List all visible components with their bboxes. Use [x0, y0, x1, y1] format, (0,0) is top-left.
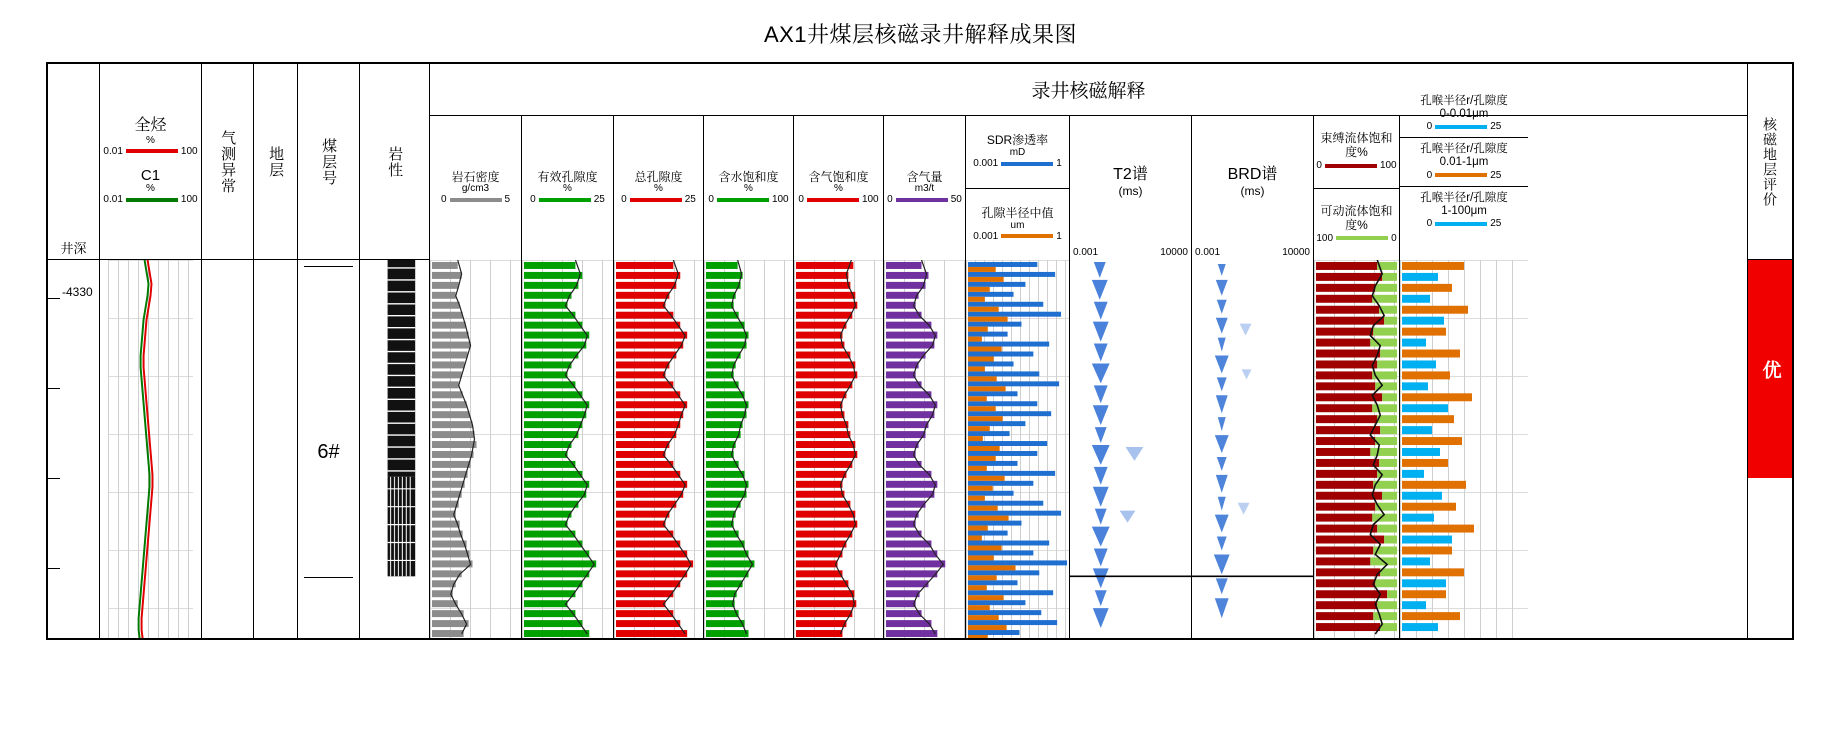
body-total-porosity: [614, 260, 704, 638]
eff-por-unit: %: [563, 183, 572, 195]
density-name: 岩石密度: [451, 169, 500, 184]
track-depth-title: 井深: [60, 241, 87, 257]
sg-min: 0: [798, 194, 804, 206]
r2-range: 0.01-1μm: [1439, 156, 1489, 169]
sw-min: 0: [708, 194, 714, 206]
saturation-bars: [1314, 260, 1399, 638]
depth-label: -4330: [62, 285, 93, 299]
page-title: AX1井煤层核磁录井解释成果图: [763, 22, 1078, 47]
density-color-bar: [450, 198, 502, 202]
body-pore-throat: [1400, 260, 1528, 638]
gas-content-color-bar: [896, 198, 948, 202]
well-log-frame: [46, 62, 1794, 640]
track-strata-body: [254, 260, 297, 638]
c1-color-bar: [126, 198, 178, 202]
r3-scale: [1400, 218, 1528, 229]
r2-max: 25: [1490, 169, 1502, 181]
track-gas-anomaly-body: [202, 260, 253, 638]
sg-name: 含气饱和度: [808, 169, 869, 184]
track-seam-body: [298, 260, 359, 638]
pore-radius-min: 0.001: [973, 230, 999, 242]
total-porosity-curve: [614, 260, 703, 638]
t2-min: 0.001: [1073, 247, 1099, 258]
sw-max: 100: [771, 194, 789, 206]
bound-fluid-max: 100: [1379, 160, 1397, 172]
gas-anomaly-title: 气测异常: [219, 129, 237, 194]
header-eff-porosity: [522, 116, 614, 260]
sg-scale: [795, 194, 882, 205]
r3-min: 0: [1426, 218, 1433, 230]
eff-por-min: 0: [530, 194, 536, 206]
eff-por-scale: [523, 194, 612, 205]
track-group-nmr: [430, 64, 1748, 638]
nmr-group-header: [430, 64, 1747, 260]
eff-por-max: 25: [593, 194, 605, 206]
bound-fluid-color-bar: [1325, 164, 1377, 168]
perm-scale: [966, 158, 1069, 169]
evaluation-grade-block: [1748, 260, 1792, 478]
seam-label: 6#: [317, 441, 340, 464]
gas-content-unit: m3/t: [914, 183, 935, 195]
seam-interval-box: [304, 266, 353, 578]
pore-radius-color-bar: [1001, 234, 1053, 238]
header-t2: [1070, 116, 1192, 260]
r1-color-bar: [1435, 125, 1487, 129]
gas-max: 100: [180, 145, 198, 157]
pore-radius-scale: [966, 231, 1069, 242]
r2-color-bar: [1435, 173, 1487, 177]
r1-range: 0-0.01μm: [1439, 108, 1489, 121]
brd-name: BRD谱: [1227, 166, 1278, 184]
r2-name: 孔喉半径r/孔隙度: [1420, 143, 1508, 156]
pore-throat-bars: [1400, 260, 1528, 638]
gas-name: 全烃: [134, 117, 167, 135]
track-depth-body: [48, 260, 99, 638]
track-depth: [48, 64, 100, 638]
track-seam-number: [298, 64, 360, 638]
sg-max: 100: [861, 194, 879, 206]
tot-por-name: 总孔隙度: [634, 169, 683, 184]
strata-title: 地层: [267, 145, 285, 178]
header-bound-fluid: [1314, 116, 1399, 189]
body-density: [430, 260, 522, 638]
tot-por-scale: [615, 194, 702, 205]
r2-min: 0: [1426, 169, 1433, 181]
sg-color-bar: [807, 198, 859, 202]
gas-unit: %: [146, 134, 155, 146]
eff-por-color-bar: [539, 198, 591, 202]
gas-color-bar: [126, 149, 178, 153]
perm-unit: mD: [1009, 147, 1026, 159]
nmr-group-title: 录井核磁解释: [430, 64, 1747, 116]
evaluation-grade-label: 优: [1759, 359, 1781, 379]
track-evaluation-body: [1748, 260, 1792, 638]
bound-fluid-name: 束缚流体饱和度%: [1320, 131, 1393, 160]
track-gas-anomaly: [202, 64, 254, 638]
tot-por-unit: %: [654, 183, 663, 195]
track-lithology-header: [360, 64, 429, 260]
body-gas-content: [884, 260, 966, 638]
header-gas-saturation: [794, 116, 884, 260]
header-saturations: [1314, 116, 1400, 260]
depth-ticks: [48, 260, 99, 638]
perm-color-bar: [1001, 162, 1053, 166]
gas-content-curve: [884, 260, 965, 638]
track-seam-header: [298, 64, 359, 260]
pore-radius-name: 孔隙半径中值: [981, 205, 1054, 220]
pore-radius-max: 1: [1056, 230, 1062, 242]
movable-fluid-scale: [1314, 233, 1399, 244]
perm-name: SDR渗透率: [986, 133, 1049, 148]
body-saturations: [1314, 260, 1400, 638]
r1-name: 孔喉半径r/孔隙度: [1420, 94, 1508, 107]
body-permeability: [966, 260, 1070, 638]
r3-range: 1-100μm: [1441, 204, 1487, 217]
track-lithology-body: [360, 260, 429, 638]
track-gas-anomaly-header: [202, 64, 253, 260]
r1-scale: [1400, 121, 1528, 132]
movable-fluid-max: 0: [1391, 232, 1397, 244]
tot-por-color-bar: [630, 198, 682, 202]
header-r3: [1400, 187, 1528, 234]
c1-unit: %: [146, 183, 155, 195]
density-curve: [430, 260, 521, 638]
density-max: 5: [504, 194, 511, 206]
body-eff-porosity: [522, 260, 614, 638]
t2-unit: (ms): [1118, 183, 1143, 198]
gas-saturation-curve: [794, 260, 883, 638]
header-water-saturation: [704, 116, 794, 260]
c1-max: 100: [180, 194, 198, 206]
gas-content-min: 0: [887, 194, 893, 206]
tot-por-max: 25: [684, 194, 696, 206]
header-permeability: [966, 116, 1070, 260]
header-sdr-perm: [966, 116, 1069, 189]
r3-name: 孔喉半径r/孔隙度: [1420, 191, 1508, 204]
sw-unit: %: [744, 183, 753, 195]
header-pore-throat-group: [1400, 94, 1528, 260]
track-lithology: [360, 64, 430, 638]
header-r2: [1400, 138, 1528, 186]
density-scale: [431, 194, 520, 205]
body-brd: [1192, 260, 1314, 638]
body-gas-saturation: [794, 260, 884, 638]
brd-unit: (ms): [1240, 183, 1265, 198]
tot-por-min: 0: [621, 194, 627, 206]
evaluation-title: 核磁地层评价: [1762, 116, 1779, 207]
gas-min: 0.01: [103, 145, 123, 157]
brd-max: 10000: [1282, 247, 1310, 258]
sg-unit: %: [834, 183, 843, 195]
seam-title: 煤层号: [320, 137, 338, 186]
perm-max: 1: [1056, 158, 1062, 170]
perm-min: 0.001: [973, 158, 999, 170]
body-water-saturation: [704, 260, 794, 638]
gas-scale: [101, 146, 200, 158]
water-saturation-curve: [704, 260, 793, 638]
r1-min: 0: [1426, 121, 1433, 133]
sw-name: 含水饱和度: [718, 169, 779, 184]
header-movable-fluid: [1314, 189, 1399, 261]
movable-fluid-color-bar: [1336, 236, 1388, 240]
track-strata: [254, 64, 298, 638]
track-strata-header: [254, 64, 297, 260]
brd-spectrum: [1192, 260, 1313, 638]
t2-name: T2谱: [1113, 166, 1148, 184]
bound-fluid-scale: [1314, 160, 1399, 171]
gas-content-max: 50: [950, 194, 962, 206]
header-r1: [1400, 90, 1528, 138]
eff-por-name: 有效孔隙度: [537, 169, 598, 184]
pore-radius-unit: um: [1010, 219, 1025, 231]
gas-content-name: 含气量: [906, 169, 943, 184]
header-gas-content: [884, 116, 966, 260]
sw-color-bar: [717, 198, 769, 202]
r3-max: 25: [1490, 218, 1502, 230]
header-pore-radius-median: [966, 189, 1069, 261]
gas-content-scale: [885, 194, 964, 205]
r1-max: 25: [1490, 121, 1502, 133]
t2-max: 10000: [1160, 247, 1188, 258]
track-evaluation-header: [1748, 64, 1792, 260]
density-min: 0: [440, 194, 447, 206]
r2-scale: [1400, 170, 1528, 181]
movable-fluid-min: 100: [1316, 232, 1334, 244]
density-unit: g/cm3: [461, 183, 490, 195]
lithology-title: 岩性: [386, 145, 404, 178]
c1-name: C1: [140, 167, 161, 185]
header-density: [430, 116, 522, 260]
nmr-subheaders: [430, 94, 1747, 260]
track-evaluation: [1748, 64, 1792, 638]
gas-curves: [100, 260, 201, 638]
track-total-hydrocarbon: [100, 64, 202, 638]
bound-fluid-min: 0: [1316, 160, 1322, 172]
eff-porosity-curve: [522, 260, 613, 638]
lithology-pattern: [360, 260, 429, 638]
sw-scale: [705, 194, 792, 205]
track-depth-header: [48, 64, 99, 260]
header-total-porosity: [614, 116, 704, 260]
t2-spectrum: [1070, 260, 1191, 638]
c1-scale: [101, 194, 200, 206]
brd-min: 0.001: [1195, 247, 1221, 258]
body-t2: [1070, 260, 1192, 638]
track-gas-body: [100, 260, 201, 638]
r3-color-bar: [1435, 222, 1487, 226]
permeability-bars: [966, 260, 1069, 638]
track-gas-header: [100, 64, 201, 260]
movable-fluid-name: 可动流体饱和度%: [1320, 203, 1393, 232]
nmr-track-bodies: [430, 260, 1747, 638]
header-brd: [1192, 116, 1314, 260]
c1-min: 0.01: [103, 194, 123, 206]
